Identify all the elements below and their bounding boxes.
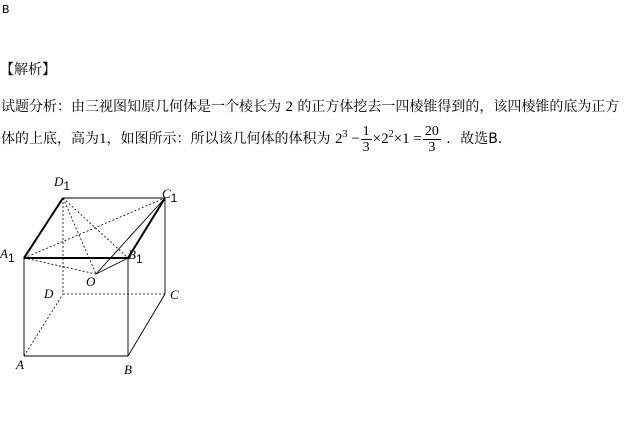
edge-A1-D1: [24, 198, 63, 258]
pyramid-height: 1: [99, 130, 107, 147]
answer-letter: B: [2, 3, 10, 16]
line2-end: ．故选B．: [446, 130, 512, 147]
edge-A1-O: [24, 258, 96, 274]
analysis-line-2: [1, 124, 512, 155]
line1-prefix: 试题分析：由三视图知原几何体是一个棱长为: [1, 99, 281, 115]
edge-B1-O: [96, 258, 128, 274]
edge-A-D: [24, 294, 63, 356]
label-B1: B1: [128, 247, 143, 266]
label-D: D: [44, 286, 54, 301]
analysis-line-1: [1, 96, 619, 116]
volume-formula: [334, 124, 442, 155]
label-D1: D1: [54, 174, 71, 193]
times-one-equals: ×1 =: [393, 130, 422, 147]
square-exponent: 2: [388, 128, 394, 140]
cube-figure: [0, 168, 200, 388]
times-sign: ×: [372, 130, 382, 147]
edge-length: 2: [285, 99, 293, 115]
edge-C1-O: [96, 198, 165, 274]
edge-D1-O: [63, 198, 96, 274]
label-O: O: [86, 274, 96, 289]
line2-mid: ，如图所示：所以该几何体的体积为: [106, 130, 331, 147]
line2-prefix: 体的上底，高为: [1, 130, 99, 147]
minus-sign: −: [351, 130, 360, 147]
label-A1: A1: [0, 246, 15, 265]
label-C1: C1: [162, 186, 178, 205]
cube-base: 2: [334, 130, 343, 147]
square-base: 2: [381, 130, 389, 147]
edge-B-C: [128, 294, 165, 356]
one-third-fraction: $\frac{1}{3}$: [362, 124, 370, 155]
cube-exponent: 3: [342, 128, 348, 140]
analysis-heading: 【解析】: [0, 62, 56, 78]
label-C: C: [170, 287, 179, 302]
label-A: A: [16, 357, 24, 372]
diagonal-A1-C1: [24, 198, 165, 258]
label-B: B: [124, 362, 132, 377]
line1-suffix: 的正方体挖去一四棱锥得到的，该四棱锥的底为正方: [297, 99, 620, 115]
result-fraction: $\frac{20}{3}$: [424, 124, 439, 155]
